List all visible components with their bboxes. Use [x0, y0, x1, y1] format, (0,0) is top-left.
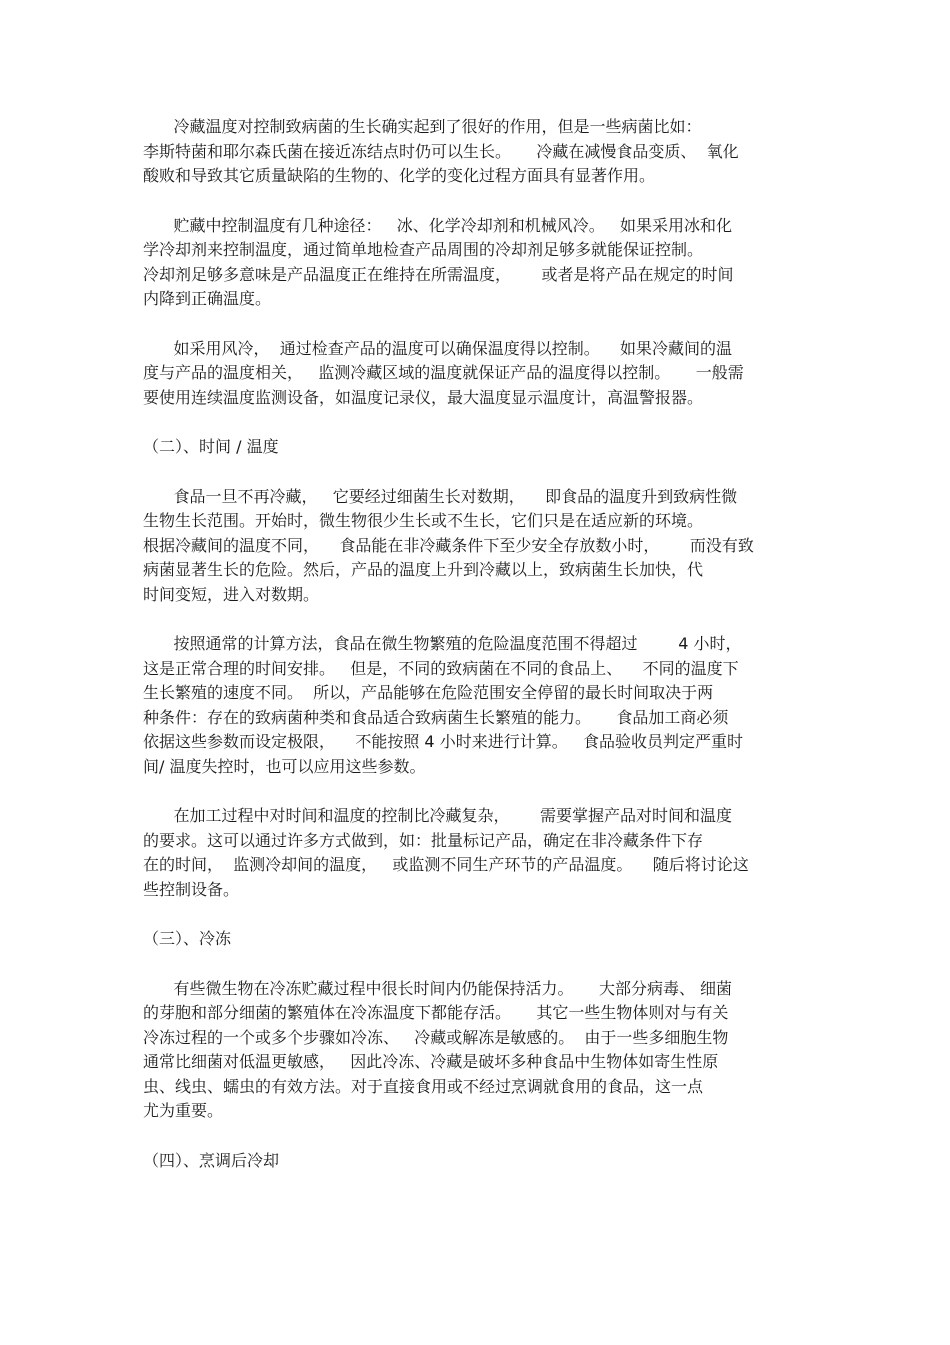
paragraph-line: 食品一旦不再冷藏， 它要经过细菌生长对数期， 即食品的温度升到致病性微 — [143, 486, 738, 506]
paragraph — [143, 632, 803, 779]
paragraph — [143, 214, 803, 312]
section-heading: （四）、烹调后冷却 — [143, 1150, 280, 1170]
paragraph-line: 按照通常的计算方法，食品在微生物繁殖的危险温度范围不得超过 4 小时， — [143, 634, 742, 653]
document-body — [143, 115, 803, 1198]
paragraph-line: 通常比细菌对低温更敏感， 因此冷冻、冷藏是破坏多种食品中生物体如寄生性原 — [143, 1052, 719, 1071]
paragraph-line: 些控制设备。 — [143, 879, 240, 899]
paragraph-line: 的芽胞和部分细菌的繁殖体在冷冻温度下都能存活。 其它一些生物体则对与有关 — [143, 1003, 729, 1022]
section-heading: （二）、时间 / 温度 — [143, 437, 279, 456]
paragraph-line: 如采用风冷， 通过检查产品的温度可以确保温度得以控制。 如果冷藏间的温 — [143, 338, 733, 358]
paragraph — [143, 804, 803, 902]
paragraph-line: 冷藏温度对控制致病菌的生长确实起到了很好的作用，但是一些病菌比如： — [143, 117, 702, 136]
paragraph-line: 依据这些参数而设定极限， 不能按照 4 小时来进行计算。 食品验收员判定严重时 — [143, 732, 743, 751]
section-heading: （三）、冷冻 — [143, 929, 232, 948]
paragraph-line: 虫、线虫、蠕虫的有效方法。对于直接食用或不经过烹调就食用的食品，这一点 — [143, 1076, 704, 1096]
paragraph-line: 间/ 温度失控时，也可以应用这些参数。 — [143, 756, 426, 776]
paragraph — [143, 337, 803, 411]
paragraph-line: 学冷却剂来控制温度，通过简单地检查产品周围的冷却剂足够多就能保证控制。 — [143, 240, 704, 259]
paragraph-line: 根据冷藏间的温度不同， 食品能在非冷藏条件下至少安全存放数小时， 而没有致 — [143, 535, 754, 555]
paragraph-line: 度与产品的温度相关， 监测冷藏区域的温度就保证产品的温度得以控制。 一般需 — [143, 363, 744, 382]
paragraph-line: 的要求。这可以通过许多方式做到，如：批量标记产品，确定在非冷藏条件下存 — [143, 830, 704, 850]
paragraph-line: 贮藏中控制温度有几种途径： 冰、化学冷却剂和机械风冷。 如果采用冰和化 — [143, 215, 733, 235]
paragraph-line: 病菌显著生长的危险。然后，产品的温度上升到冷藏以上，致病菌生长加快，代 — [143, 560, 704, 579]
paragraph-line: 内降到正确温度。 — [143, 289, 272, 308]
paragraph-line: 李斯特菌和耶尔森氏菌在接近冻结点时仍可以生长。 冷藏在减慢食品变质、 氧化 — [143, 141, 739, 161]
paragraph — [143, 485, 803, 608]
paragraph-line: 生长繁殖的速度不同。 所以，产品能够在危险范围安全停留的最长时间取决于两 — [143, 683, 714, 702]
paragraph — [143, 977, 803, 1124]
paragraph-line: 时间变短，进入对数期。 — [143, 584, 320, 604]
paragraph-line: 有些微生物在冷冻贮藏过程中很长时间内仍能保持活力。 大部分病毒、 细菌 — [143, 978, 733, 998]
paragraph-line: 尤为重要。 — [143, 1101, 224, 1120]
paragraph-line: 在的时间， 监测冷却间的温度， 或监测不同生产环节的产品温度。 随后将讨论这 — [143, 855, 749, 874]
paragraph-line: 种条件：存在的致病菌种类和食品适合致病菌生长繁殖的能力。 食品加工商必须 — [143, 707, 729, 727]
paragraph-line: 要使用连续温度监测设备，如温度记录仪，最大温度显示温度计，高温警报器。 — [143, 387, 704, 407]
paragraph-line: 这是正常合理的时间安排。 但是，不同的致病菌在不同的食品上、 不同的温度下 — [143, 658, 739, 678]
paragraph — [143, 115, 803, 189]
paragraph-line: 在加工过程中对时间和温度的控制比冷藏复杂， 需要掌握产品对时间和温度 — [143, 806, 733, 825]
paragraph-line: 冷冻过程的一个或多个步骤如冷冻、 冷藏或解冻是敏感的。 由于一些多细胞生物 — [143, 1027, 729, 1047]
paragraph-line: 生物生长范围。开始时，微生物很少生长或不生长，它们只是在适应新的环境。 — [143, 511, 704, 530]
paragraph-line: 冷却剂足够多意味是产品温度正在维持在所需温度， 或者是将产品在规定的时间 — [143, 264, 734, 284]
paragraph-line: 酸败和导致其它质量缺陷的生物的、化学的变化过程方面具有显著作用。 — [143, 166, 656, 185]
